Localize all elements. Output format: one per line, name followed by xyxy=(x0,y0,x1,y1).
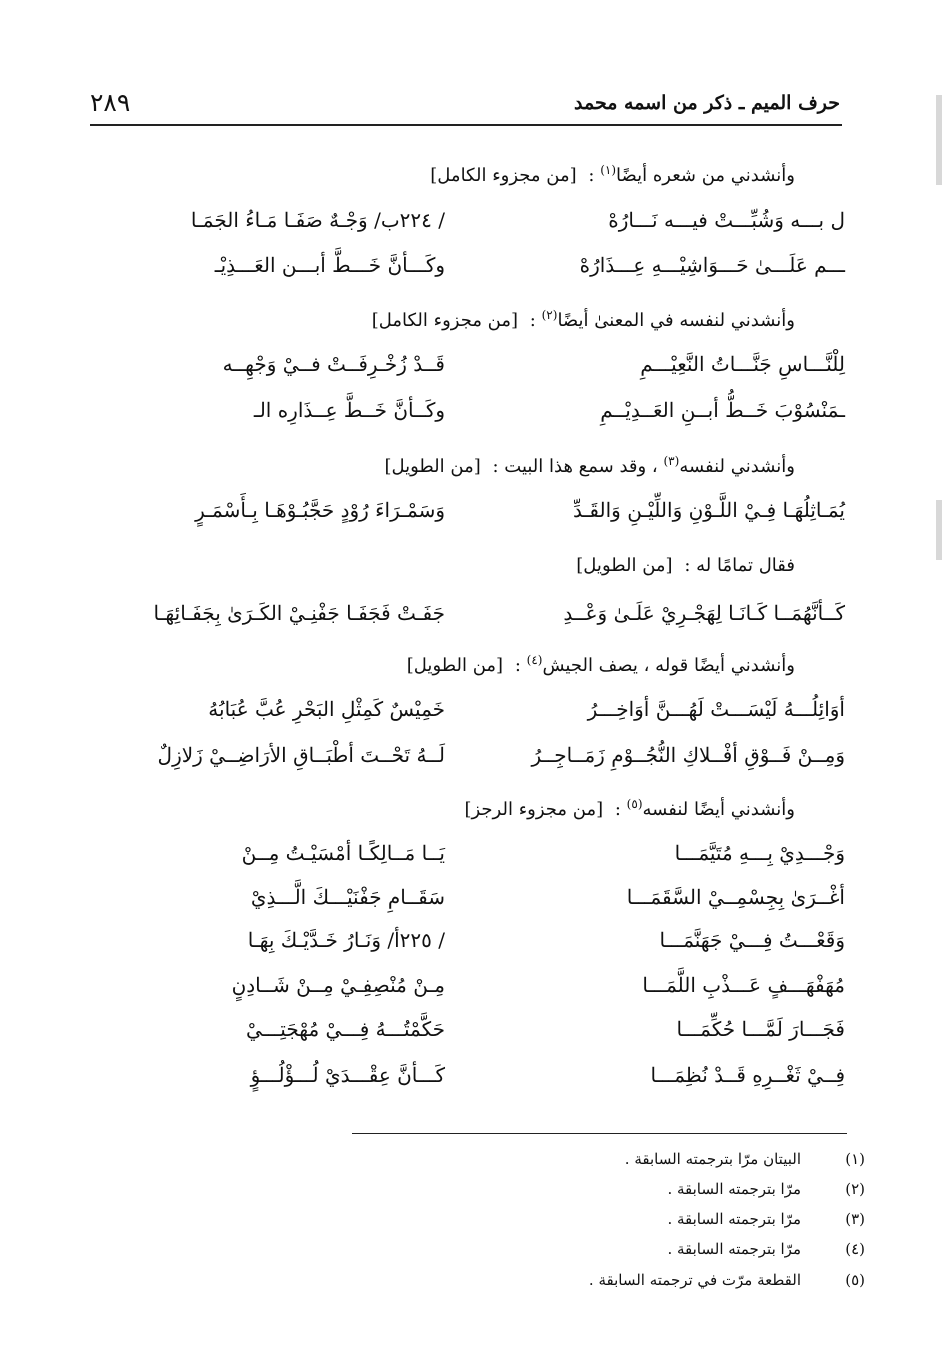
poem-intro-1 xyxy=(430,163,795,186)
verse-2-second-hemistich: ـــم عَلَـــىٰ حَـــوَاشِيْـــهِ عِـــذَارُهْ xyxy=(579,253,845,277)
meter-label: [من الطويل] xyxy=(406,655,504,676)
intro-tail: : xyxy=(588,165,595,186)
verse-14-first-hemistich: كَـــأنَّ عِقْـــدَيْ لُـــؤْلُـــؤٍ xyxy=(250,1063,445,1087)
intro-tail: ، وقد سمع هذا البيت : xyxy=(492,456,658,477)
verse-11-first-hemistich: / ٢٢٥أ/ وَنَـارُ خَـدَّيْـكَ بِهَـا xyxy=(247,928,445,952)
verse-4-first-hemistich: وكَــأنَّ خَــطَّ عِــذَارِه الـ xyxy=(253,398,445,422)
verse-3-first-hemistich: قَــدْ زُخْـرِفَــتْ فــيْ وَجْهِــه xyxy=(222,352,445,376)
intro-tail: : xyxy=(514,655,521,676)
verse-6-second-hemistich: كَــأنَّهُمَــا كَـانَـا لِهَجْـرِيْ عَلَـىٰ وَعْــدِ xyxy=(563,601,845,625)
verse-5-first-hemistich: وَسَمْـرَاءَ رُوْدٍ حَجَّبُـوْهَـا بِـأَسْمَـرٍ xyxy=(195,498,445,522)
poem-intro-3 xyxy=(384,454,795,477)
footnote-number: (٣) xyxy=(845,1210,865,1228)
verse-7-first-hemistich: خَمِيْسٌ كَمِثْلِ البَحْرِ عُبَّ عُبَابُهُ xyxy=(208,697,445,721)
scan-edge-mark xyxy=(936,500,942,560)
footnote-ref: (٢) xyxy=(541,308,558,322)
verse-8-second-hemistich: وَمِــنْ فَــوْقِ أفْــلاكِ النُّجُــوْمِ زَمَــاجِــرُ xyxy=(531,743,845,767)
intro-text: وأنشدني لنفسه xyxy=(679,456,795,477)
page-number: ٢٨٩ xyxy=(90,88,131,117)
meter-label: [من الطويل] xyxy=(576,555,673,576)
footnote-1 xyxy=(145,1150,865,1168)
verse-12-first-hemistich: مِـنْ مُنْصِفِـيْ مِــنْ شَــادِنٍ xyxy=(231,973,445,997)
verse-13-first-hemistich: حَكَّمْتُـــهُ فِـــيْ مُهْجَتِـــيْ xyxy=(246,1017,445,1041)
verse-4-second-hemistich: ـمَنْسُوْبَ خَــطُّ أبــنِ العَــدِيْــمِ xyxy=(600,398,845,422)
poem-intro-4 xyxy=(576,555,795,576)
verse-9-second-hemistich: وَجْـــدِيْ بِـــهِ مُتَيَّمَـــا xyxy=(674,841,845,865)
verse-1-first-hemistich: / ٢٢٤ب/ وَجْـهٌ صَفَـا مَـاءُ الجَمَـا xyxy=(190,208,445,232)
footnote-ref: (٣) xyxy=(663,454,680,468)
verse-9-first-hemistich: يَــا مَــالِكًـا أمْسَيْـتُ مِــنْ xyxy=(241,841,445,865)
verse-10-second-hemistich: أغْــرَىٰ بِجِسْمِــيْ السَّقَمَـــا xyxy=(626,885,845,909)
footnote-ref: (٤) xyxy=(526,653,543,667)
verse-6-first-hemistich: جَفَـتْ فَجَفَـا جَفْنِـيْ الكَـرَىٰ بِجَفَـائِهَـا xyxy=(153,601,445,625)
verse-8-first-hemistich: لَــهُ تَحْــتَ أطْبَــاقِ الأرَاضِــيْ زَلازِلٌ xyxy=(157,743,445,767)
footnote-text: مرّا بترجمته السابقة . xyxy=(667,1240,801,1258)
footnote-text: القطعة مرّت في ترجمته السابقة . xyxy=(588,1271,801,1289)
intro-tail: : xyxy=(529,310,536,331)
intro-text: وأنشدني أيضًا قوله ، يصف الجيش xyxy=(542,655,795,676)
footnote-number: (٥) xyxy=(845,1271,865,1289)
footnote-text: البيتان مرّا بترجمته السابقة . xyxy=(624,1150,801,1168)
verse-2-first-hemistich: وكَـــأنَّ خَـــطَّ أبـــن العَـــذِيْـ xyxy=(214,253,445,277)
footnote-number: (٢) xyxy=(845,1180,865,1198)
footnote-ref: (١) xyxy=(600,163,617,177)
verse-7-second-hemistich: أوَائِلُـــهُ لَيْسَـــتْ لَهُـــنَّ أوَاخِـــرُ xyxy=(587,697,845,721)
footnote-3 xyxy=(145,1210,865,1228)
footnote-ref: (٥) xyxy=(626,797,643,811)
verse-13-second-hemistich: فَجَـــارَ لَمَّـــا حُكِّمَـــا xyxy=(676,1017,845,1041)
meter-label: [من مجزوء الكامل] xyxy=(371,310,519,331)
poem-intro-5 xyxy=(407,653,795,676)
header-rule xyxy=(90,124,842,126)
poem-intro-2 xyxy=(372,308,795,331)
verse-12-second-hemistich: مُهَفْهَـــفٍ عَـــذْبِ اللَّمَـــا xyxy=(642,973,845,997)
footnote-2 xyxy=(145,1180,865,1198)
verse-3-second-hemistich: لِلْنَّـــاسِ جَنَّـــاتُ النَّعِيْـــمِ xyxy=(640,352,845,376)
intro-text: فقال تمامًا له : xyxy=(684,555,795,576)
verse-14-second-hemistich: فِــيْ ثَغْــرِهِ قَــدْ نُظِمَـــا xyxy=(650,1063,845,1087)
footnote-rule xyxy=(352,1133,847,1134)
footnote-number: (١) xyxy=(845,1150,865,1168)
meter-label: [من مجزوء الرجز] xyxy=(464,799,604,820)
intro-text: وأنشدني لنفسه في المعنىٰ أيضًا xyxy=(557,310,795,331)
poem-intro-6 xyxy=(464,797,795,820)
running-header xyxy=(90,88,840,122)
verse-1-second-hemistich: ل بـــه وَشُبِّـــتْ فيـــه نَـــارُهْ xyxy=(608,208,845,232)
footnote-number: (٤) xyxy=(845,1240,865,1258)
meter-label: [من الطويل] xyxy=(384,456,481,477)
footnote-5 xyxy=(145,1271,865,1289)
footnote-text: مرّا بترجمته السابقة . xyxy=(667,1210,801,1228)
verse-11-second-hemistich: وَقَعْـــتُ فِـــيْ جَهَنَّمَـــا xyxy=(659,928,845,952)
running-title: حرف الميم ـ ذكر من اسمه محمد xyxy=(573,92,840,114)
meter-label: [من مجزوء الكامل] xyxy=(430,165,577,186)
intro-text: وأنشدني أيضًا لنفسه xyxy=(642,799,795,820)
verse-10-first-hemistich: سَقَــامِ جَفْنَيْـــكَ الَّـــذِيْ xyxy=(250,885,445,909)
scan-edge-mark xyxy=(936,95,942,185)
footnote-text: مرّا بترجمته السابقة . xyxy=(667,1180,801,1198)
footnote-4 xyxy=(145,1240,865,1258)
intro-text: وأنشدني من شعره أيضًا xyxy=(616,165,795,186)
intro-tail: : xyxy=(614,799,621,820)
verse-5-second-hemistich: يُمَـاثِلُهَـا فِـيْ اللَّـوْنِ وَاللِّيْـنِ وَالقَـدِّ xyxy=(573,498,845,522)
